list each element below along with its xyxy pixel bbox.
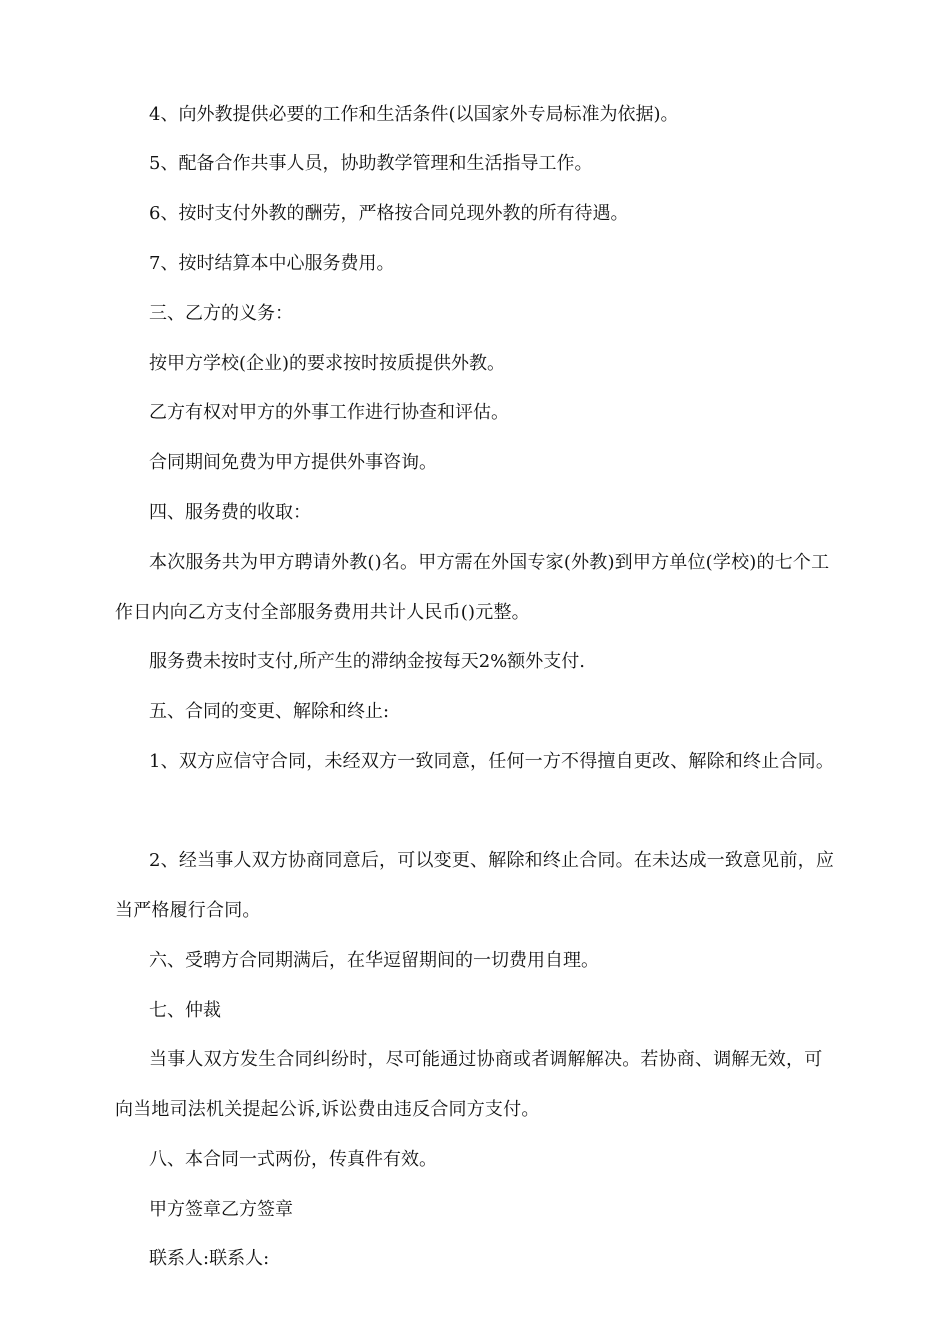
section-heading-5: 五、合同的变更、解除和终止:	[149, 701, 390, 722]
paragraph-item-5: 5、配备合作共事人员，协助教学管理和生活指导工作。	[149, 153, 593, 174]
section-heading-6: 六、受聘方合同期满后，在华逗留期间的一切费用自理。	[149, 950, 599, 971]
section-heading-3: 三、乙方的义务：	[149, 303, 293, 324]
paragraph-item-6: 6、按时支付外教的酬劳，严格按合同兑现外教的所有待遇。	[149, 203, 629, 224]
paragraph-change-1: 1、双方应信守合同，未经双方一致同意，任何一方不得擅自更改、解除和终止合同。	[149, 751, 835, 772]
signature-line: 甲方签章乙方签章	[149, 1199, 293, 1220]
paragraph-obligation-3: 合同期间免费为甲方提供外事咨询。	[149, 452, 437, 473]
paragraph-arbitration: 当事人双方发生合同纠纷时，尽可能通过协商或者调解解决。若协商、调解无效，可向当地司法机关提起公诉,诉讼费由违反合同方支付。	[115, 1049, 823, 1120]
section-heading-4: 四、服务费的收取：	[149, 502, 311, 523]
paragraph-late-fee: 服务费未按时支付,所产生的滞纳金按每天2%额外支付.	[149, 651, 585, 672]
paragraph-item-4: 4、向外教提供必要的工作和生活条件(以国家外专局标准为依据)。	[149, 104, 679, 125]
paragraph-item-7: 7、按时结算本中心服务费用。	[149, 253, 395, 274]
paragraph-obligation-1: 按甲方学校(企业)的要求按时按质提供外教。	[149, 353, 506, 374]
section-heading-7: 七、仲裁	[149, 1000, 221, 1021]
paragraph-service-fee: 本次服务共为甲方聘请外教()名。甲方需在外国专家(外教)到甲方单位(学校)的七个工作日内向乙方支付全部服务费用共计人民币()元整。	[115, 552, 830, 623]
section-heading-8: 八、本合同一式两份，传真件有效。	[149, 1149, 437, 1170]
contact-line: 联系人:联系人:	[149, 1248, 270, 1269]
paragraph-change-2: 2、经当事人双方协商同意后，可以变更、解除和终止合同。在未达成一致意见前，应当严格履行合同。	[115, 850, 835, 921]
paragraph-obligation-2: 乙方有权对甲方的外事工作进行协查和评估。	[149, 402, 509, 423]
